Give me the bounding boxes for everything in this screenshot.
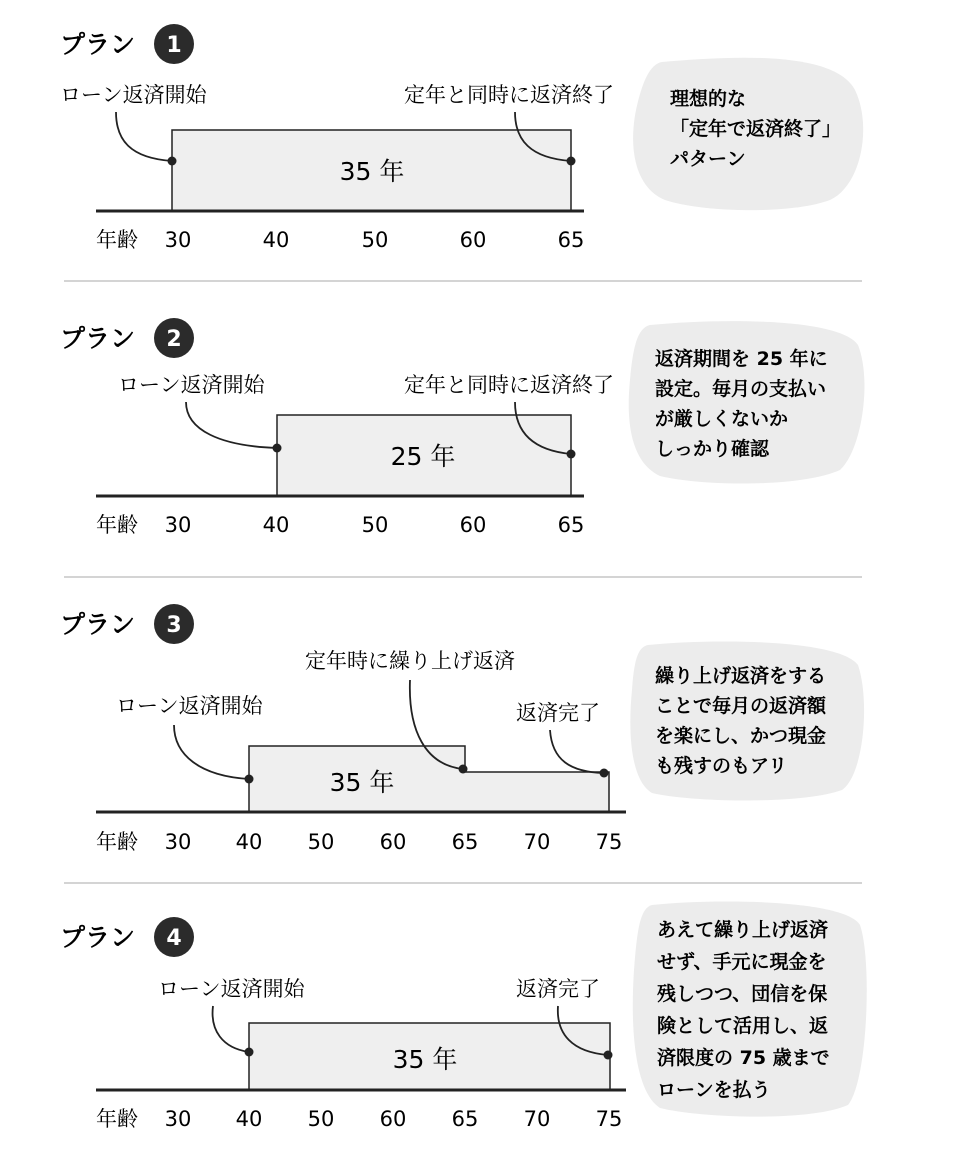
note-line: 理想的な — [670, 88, 747, 110]
plan-badge-number: 1 — [166, 33, 182, 58]
plan-1 — [60, 24, 863, 252]
note-line: 「定年で返済終了」 — [670, 118, 842, 140]
tick-label: 50 — [361, 513, 389, 537]
duration-label: 35 年 — [339, 157, 405, 186]
tick-label: 30 — [164, 513, 192, 537]
tick-label: 50 — [307, 830, 335, 854]
tick-label: 70 — [523, 1107, 551, 1131]
tick-label: 60 — [379, 830, 407, 854]
tick-label: 75 — [595, 1107, 623, 1131]
age-axis-label: 年齢 — [96, 1107, 138, 1131]
start-label: ローン返済開始 — [116, 694, 263, 718]
plan-badge-number: 2 — [166, 327, 182, 352]
note-line: あえて繰り上げ返済 — [657, 919, 829, 941]
note-line: しっかり確認 — [655, 438, 770, 460]
end-label: 返済完了 — [516, 701, 600, 725]
note-line: を楽にし、かつ現金 — [655, 725, 827, 747]
tick-label: 40 — [235, 1107, 263, 1131]
plan-title: プラン — [60, 324, 136, 353]
start-label: ローン返済開始 — [118, 373, 265, 397]
start-leader-line — [116, 112, 172, 161]
end-label: 返済完了 — [516, 977, 600, 1001]
start-label: ローン返済開始 — [158, 977, 305, 1001]
end-label: 定年と同時に返済終了 — [404, 373, 614, 397]
start-dot — [273, 444, 282, 453]
note-line: 返済期間を 25 年に — [655, 348, 828, 370]
start-dot — [245, 1048, 254, 1057]
start-label: ローン返済開始 — [60, 83, 207, 107]
plan-2 — [60, 318, 864, 537]
note-line: 済限度の 75 歳まで — [657, 1047, 830, 1069]
plan-badge-number: 3 — [166, 613, 182, 638]
tick-label: 30 — [164, 228, 192, 252]
note-line: 険として活用し、返 — [657, 1015, 829, 1037]
note-line: 設定。毎月の支払い — [655, 378, 827, 400]
note-line: 残しつつ、団信を保 — [657, 983, 828, 1005]
loan-period-bar — [249, 746, 609, 812]
tick-label: 50 — [361, 228, 389, 252]
age-axis-label: 年齢 — [96, 228, 138, 252]
age-axis-label: 年齢 — [96, 830, 138, 854]
tick-label: 65 — [557, 513, 585, 537]
tick-label: 60 — [459, 513, 487, 537]
duration-label: 35 年 — [329, 768, 395, 797]
start-dot — [245, 775, 254, 784]
tick-label: 40 — [235, 830, 263, 854]
tick-label: 60 — [379, 1107, 407, 1131]
tick-label: 30 — [164, 1107, 192, 1131]
end-dot — [567, 157, 576, 166]
plan-title: プラン — [60, 610, 136, 639]
duration-label: 25 年 — [390, 442, 456, 471]
prepayment-dot — [459, 765, 468, 774]
plan-title: プラン — [60, 30, 136, 59]
start-dot — [168, 157, 177, 166]
start-leader-line — [174, 725, 249, 779]
note-line: 繰り上げ返済をする — [655, 665, 827, 687]
note-line: も残すのもアリ — [655, 755, 788, 777]
tick-label: 50 — [307, 1107, 335, 1131]
prepayment-label: 定年時に繰り上げ返済 — [305, 649, 515, 673]
end-dot — [567, 450, 576, 459]
start-leader-line — [213, 1006, 249, 1052]
note-line: ローンを払う — [657, 1079, 771, 1101]
tick-label: 30 — [164, 830, 192, 854]
plan-3 — [60, 604, 864, 854]
tick-label: 40 — [262, 228, 290, 252]
note-line: ことで毎月の返済額 — [655, 695, 827, 717]
tick-label: 65 — [451, 1107, 479, 1131]
plan-badge-number: 4 — [166, 926, 182, 951]
end-label: 定年と同時に返済終了 — [404, 83, 614, 107]
plan-4 — [60, 902, 867, 1131]
end-leader-line — [550, 730, 604, 773]
age-axis-label: 年齢 — [96, 513, 138, 537]
end-dot — [604, 1051, 613, 1060]
tick-label: 75 — [595, 830, 623, 854]
tick-label: 65 — [451, 830, 479, 854]
note-line: が厳しくないか — [655, 408, 789, 430]
end-dot — [600, 769, 609, 778]
tick-label: 65 — [557, 228, 585, 252]
note-line: せず、手元に現金を — [657, 951, 827, 973]
tick-label: 60 — [459, 228, 487, 252]
tick-label: 40 — [262, 513, 290, 537]
note-line: パターン — [670, 148, 746, 170]
tick-label: 70 — [523, 830, 551, 854]
plan-title: プラン — [60, 923, 136, 952]
duration-label: 35 年 — [392, 1045, 458, 1074]
start-leader-line — [186, 402, 277, 448]
